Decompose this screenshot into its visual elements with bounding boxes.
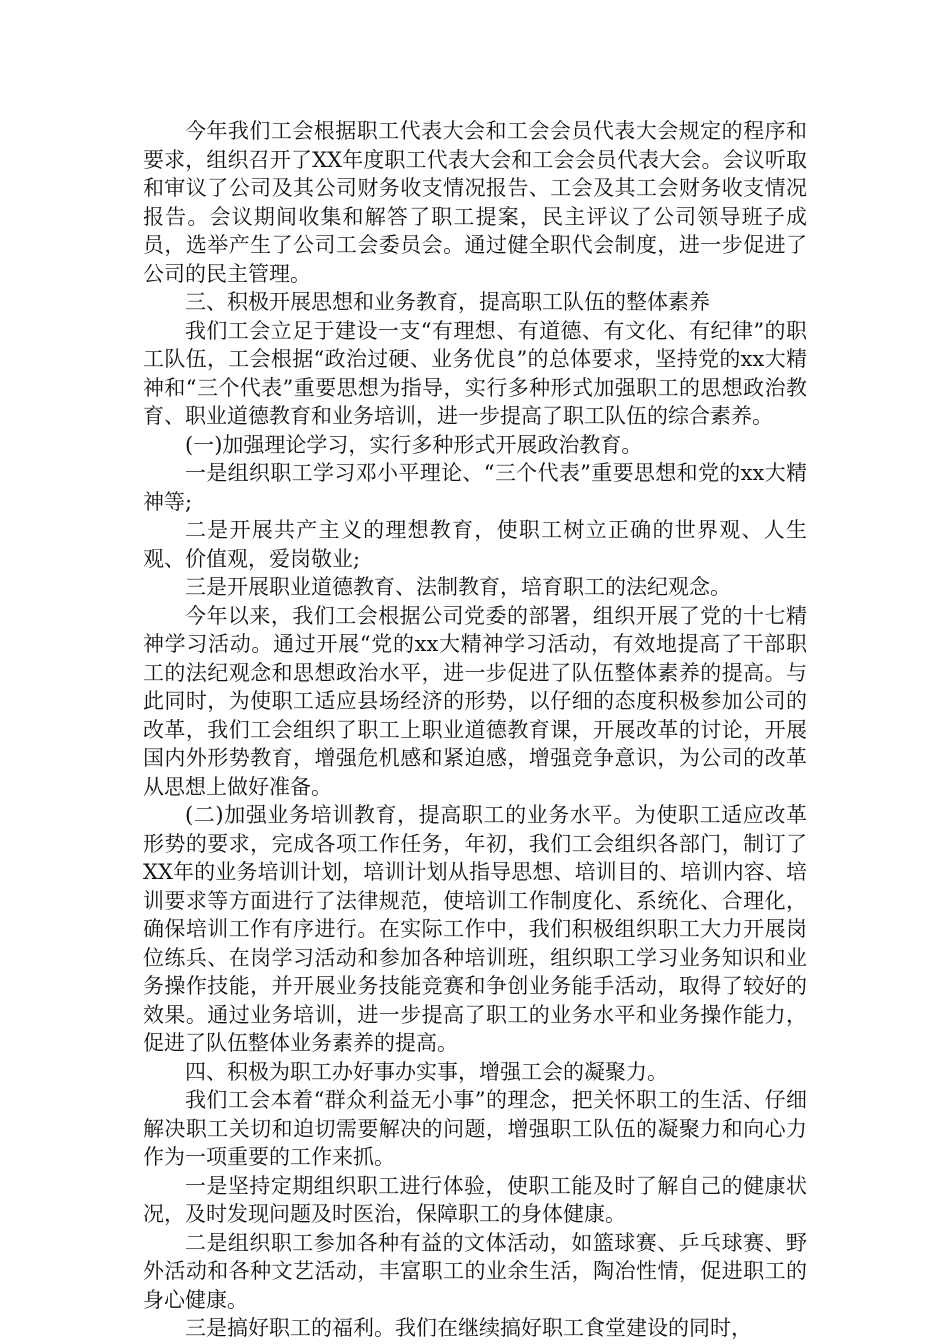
- paragraph-item-three: 三是开展职业道德教育、法制教育，培育职工的法纪观念。: [185, 575, 731, 599]
- paragraph-item-two: 二是开展共产主义的理想教育，使职工树立正确的世界观、人生观、价值观，爱岗敬业;: [143, 518, 807, 571]
- subheading-theory-study: (一)加强理论学习，实行多种形式开展政治教育。: [185, 432, 643, 457]
- section-heading-welfare: 四、积极为职工办好事办实事，增强工会的凝聚力。: [185, 1059, 668, 1084]
- paragraph-benefits: 三是搞好职工的福利。我们在继续搞好职工食堂建设的同时，: [185, 1316, 752, 1340]
- paragraph-workforce-building: 我们工会立足于建设一支“有理想、有道德、有文化、有纪律”的职工队伍，工会根据“政治过硬、业务优良”的总体要求，坚持党的xx大精神和“三个代表”重要思想为指导，实行多种形式加强职工的思想政治教育、职业道德教育和业务培训，进一步提高了职工队伍的综合素养。: [143, 318, 807, 428]
- paragraph-cohesion: 我们工会本着“群众利益无小事”的理念，把关怀职工的生活、仔细解决职工关切和迫切需要解决的问题，增强职工队伍的凝聚力和向心力作为一项重要的工作来抓。: [143, 1088, 807, 1169]
- paragraph-sports-activities: 二是组织职工参加各种有益的文体活动，如篮球赛、乒乓球赛、野外活动和各种文艺活动，丰富职工的业余生活，陶冶性情，促进职工的身心健康。: [143, 1230, 807, 1312]
- document-body: [143, 117, 807, 1343]
- paragraph-business-training: (二)加强业务培训教育，提高职工的业务水平。为使职工适应改革形势的要求，完成各项工作任务，年初，我们工会组织各部门，制订了XX年的业务培训计划，培训计划从指导思想、培训目的、培训内容、培训要求等方面进行了法律规范，使培训工作制度化、系统化、合理化，确保培训工作有序进行。在实际工作中，我们积极组织职工大力开展岗位练兵、在岗学习活动和参加各种培训班，组织职工学习业务知识和业务操作技能，并开展业务技能竞赛和争创业务能手活动，取得了较好的效果。通过业务培训，进一步提高了职工的业务水平和业务操作能力，促进了队伍整体业务素养的提高。: [143, 803, 807, 1055]
- paragraph-health-check: 一是坚持定期组织职工进行体验，使职工能及时了解自己的健康状况，及时发现问题及时医治，保障职工的身体健康。: [143, 1173, 807, 1226]
- paragraph-congress-report: 今年我们工会根据职工代表大会和工会会员代表大会规定的程序和要求，组织召开了XX年度职工代表大会和工会会员代表大会。会议听取和审议了公司及其公司财务收支情况报告、工会及其工会财务收支情况报告。会议期间收集和解答了职工提案，民主评议了公司领导班子成员，选举产生了公司工会委员会。通过健全职代会制度，进一步促进了公司的民主管理。: [143, 119, 807, 286]
- paragraph-item-one: 一是组织职工学习邓小平理论、“三个代表”重要思想和党的xx大精神等;: [143, 461, 807, 514]
- section-heading-education: 三、积极开展思想和业务教育，提高职工队伍的整体素养: [185, 290, 710, 314]
- paragraph-party-study-activity: 今年以来，我们工会根据公司党委的部署，组织开展了党的十七精神学习活动。通过开展“党的xx大精神学习活动，有效地提高了干部职工的法纪观念和思想政治水平，进一步促进了队伍整体素养的提高。与此同时，为使职工适应县场经济的形势，以仔细的态度积极参加公司的改革，我们工会组织了职工上职业道德教育课，开展改革的讨论，开展国内外形势教育，增强危机感和紧迫感，增强竞争意识，为公司的改革从思想上做好准备。: [143, 603, 807, 799]
